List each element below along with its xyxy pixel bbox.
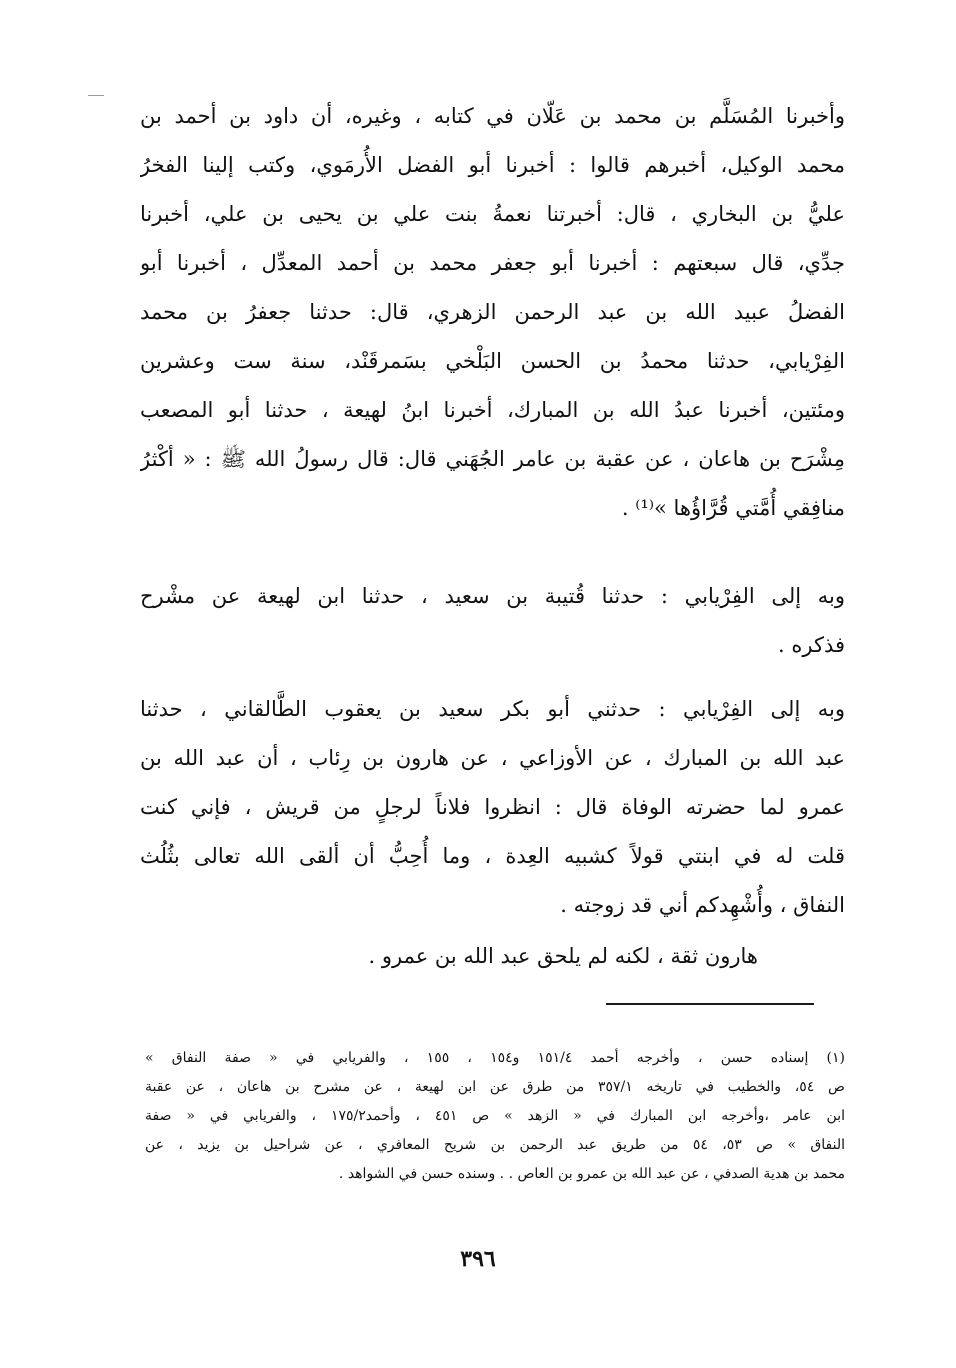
scan-artifact-mark [88, 95, 104, 96]
text-line: مِشْرَح بن هاعان ، عن عقبة بن عامر الجُهَني قال: قال رسولُ الله ﷺ : « أكْثرُ [140, 447, 845, 471]
text-line: منافِقي أُمَّتي قُرَّاؤُها »⁽¹⁾ . [621, 496, 845, 520]
text-line: الفضلُ عبيد الله بن عبد الرحمن الزهري، قال: حدثنا جعفرُ بن محمد [140, 300, 845, 324]
text-line: عبد الله بن المبارك ، عن الأوزاعي ، عن هارون بن رِئاب ، أن عبد الله بن [140, 746, 845, 770]
text-line: عمرو لما حضرته الوفاة قال : انظروا فلاناً لرجلٍ من قريش ، فإني كنت [140, 795, 845, 819]
footnote-line: محمد بن هدية الصدفي ، عن عبد الله بن عمرو بن العاص . . وسنده حسن في الشواهد . [338, 1166, 845, 1182]
text-line: ومئتين، أخبرنا عبدُ الله بن المبارك، أخبرنا ابنُ لهيعة ، حدثنا أبو المصعب [140, 398, 845, 422]
text-line: النفاق ، وأُشْهِدكم أني قد زوجته . [560, 893, 845, 917]
paragraph-narrator-note [368, 932, 758, 981]
footnote-line: ص ٥٤، والخطيب في تاريخه ٣٥٧/١ من طرق عن ابن لهيعة ، عن مشرح بن هاعان ، عن عقبة [145, 1079, 845, 1095]
text-line: وبه إلى الفِرْيابي : حدثني أبو بكر سعيد بن يعقوب الطَّالقاني ، حدثنا [140, 697, 845, 721]
paragraph-hadith-3 [140, 685, 845, 930]
text-line: وأخبرنا المُسَلَّم بن محمد بن عَلّان في كتابه ، وغيره، أن داود بن أحمد بن [140, 104, 845, 128]
page-number: ٣٩٦ [460, 1246, 496, 1272]
text-line: وبه إلى الفِرْيابي : حدثنا قُتيبة بن سعيد ، حدثنا ابن لهيعة عن مشْرح [140, 584, 845, 608]
text-line: قلت له في ابنتي قولاً كشبيه العِدة ، وما أُحِبُّ أن ألقى الله تعالى بثُلُث [140, 844, 845, 868]
footnote-line: النفاق » ص ٥٣، ٥٤ من طريق عبد الرحمن بن شريح المعافري ، عن شراحيل بن يزيد ، عن [145, 1137, 845, 1153]
footnote-line: (١) إسناده حسن ، وأخرجه أحمد ١٥١/٤ و١٥٤ ، ١٥٥ ، والفريابي في « صفة النفاق » [145, 1050, 845, 1066]
footnotes [145, 1044, 845, 1189]
text-line: عليُّ بن البخاري ، قال: أخبرتنا نعمةُ بنت علي بن يحيى بن علي، أخبرنا [140, 202, 845, 226]
text-line: الفِرْيابي، حدثنا محمدُ بن الحسن البَلْخي بسَمرقَنْد، سنة ست وعشرين [140, 349, 845, 373]
footnote-divider [606, 1003, 814, 1005]
text-line: محمد الوكيل، أخبرهم قالوا : أخبرنا أبو الفضل الأُرمَوي، وكتب إلينا الفخرُ [140, 153, 845, 177]
text-line: هارون ثقة ، لكنه لم يلحق عبد الله بن عمرو . [368, 944, 758, 968]
footnote-line: ابن عامر ،وأخرجه ابن المبارك في « الزهد » ص ٤٥١ ، وأحمد١٧٥/٢ ، والفريابي في « صفة [145, 1108, 845, 1124]
text-line: فذكره . [778, 633, 845, 657]
paragraph-hadith-2 [140, 572, 845, 670]
text-line: جدِّي، قال سبعتهم : أخبرنا أبو جعفر محمد بن أحمد المعدِّل ، أخبرنا أبو [140, 251, 845, 275]
paragraph-hadith-1 [140, 92, 845, 533]
